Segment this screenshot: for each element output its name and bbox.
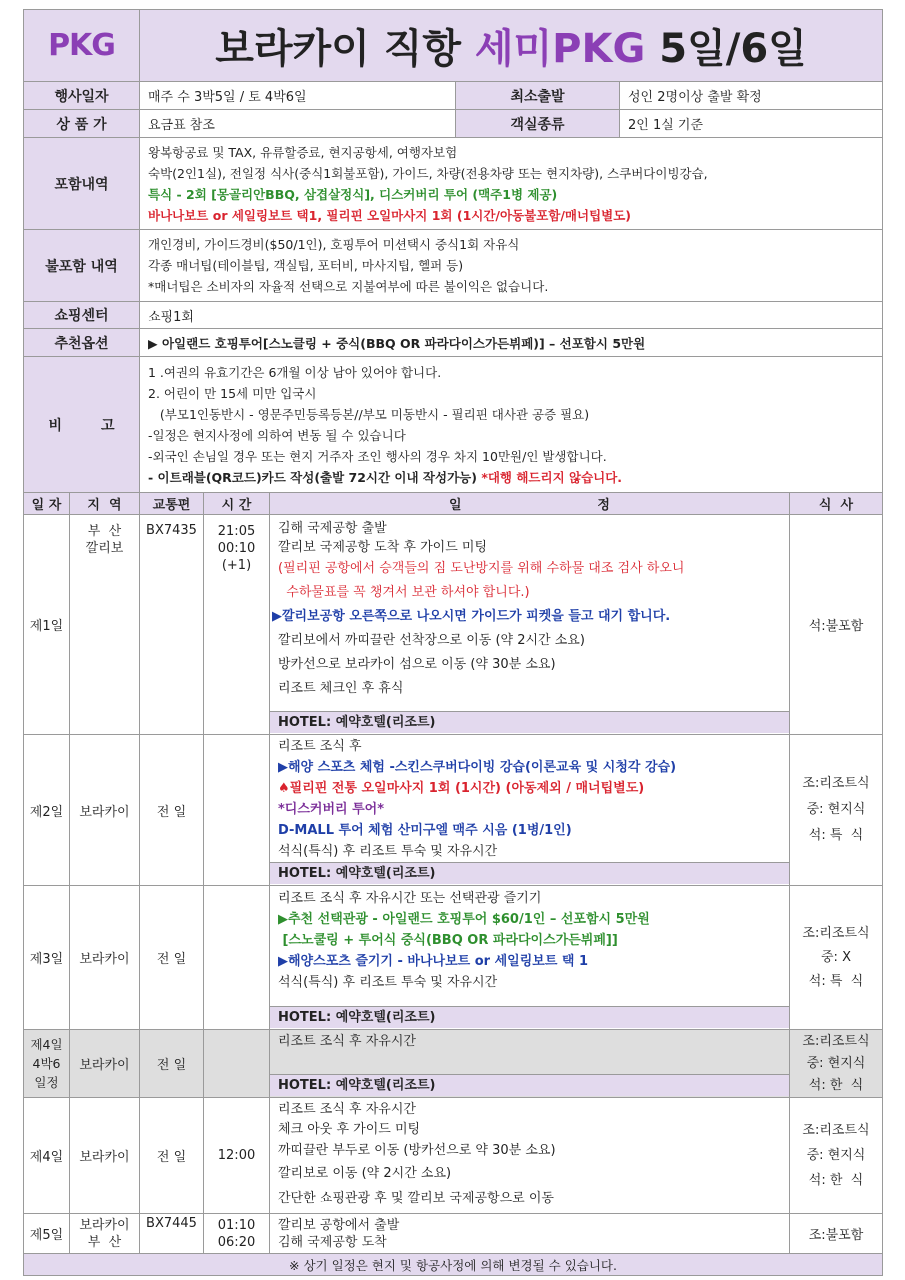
info-table (23, 81, 883, 493)
day-region: 보라카이 (70, 1030, 140, 1098)
day-region: 보라카이 (70, 886, 140, 1030)
hotel-line: HOTEL: 예약호텔(리조트) (270, 862, 789, 884)
itinerary-line: (필리핀 공항에서 승객들의 짐 도난방지를 위해 수하물 대조 검사 하오니 (278, 561, 685, 576)
itinerary-line: 까띠끌란 부두로 이동 (방카선으로 약 30분 소요) (278, 1143, 556, 1158)
day-region: 보라카이 부 산 (70, 1214, 140, 1254)
col-transport: 교통편 (140, 493, 204, 515)
footer-note: ※ 상기 일정은 현지 및 항공사정에 의해 변경될 수 있습니다. (24, 1254, 883, 1276)
exclude-line: 개인경비, 가이드경비($50/1인), 호핑투어 미션택시 중식1회 자유식 (148, 237, 520, 252)
itinerary-line: 방카선으로 보라카이 섬으로 이동 (약 30분 소요) (278, 657, 556, 672)
itinerary-line: ▶추천 선택관광 - 아일랜드 호핑투어 $60/1인 – 선포함시 5만원 (278, 912, 650, 927)
itinerary-line: 체크 아웃 후 가이드 미팅 (278, 1122, 421, 1137)
itinerary-line: 간단한 쇼핑관광 후 및 깔리보 국제공항으로 이동 (278, 1191, 554, 1206)
day-itinerary (270, 735, 790, 886)
itinerary-line: 수하물표를 꼭 챙겨서 보관 하셔야 합니다.) (278, 585, 530, 600)
option-label: 추천옵션 (24, 329, 140, 357)
title-accent: 세미PKG (474, 26, 646, 72)
hotel-line: HOTEL: 예약호텔(리조트) (270, 1074, 789, 1096)
include-line: 특식 - 2회 [몽골리안BBQ, 삼겹살정식], 디스커버리 투어 (맥주1병 제공) (148, 186, 558, 202)
itinerary-line: ▶깔리보공항 오른쪽으로 나오시면 가이드가 피켓을 들고 대기 합니다. (272, 609, 671, 624)
day-time: 01:10 06:20 (204, 1214, 270, 1254)
itinerary-line: 깔리보 공항에서 출발 (278, 1217, 400, 1233)
remark-warning: *대행 해드리지 않습니다. (481, 469, 623, 485)
travel-date-value: 매주 수 3박5일 / 토 4박6일 (140, 82, 456, 110)
itinerary-line: ▶해양스포츠 즐기기 - 바나나보트 or 세일링보트 택 1 (278, 954, 589, 969)
include-line: 바나나보트 or 세일링보트 택1, 필리핀 오일마사지 1회 (1시간/아동불포함/매너팁별도) (148, 207, 632, 223)
remark-line: (부모1인동반시 - 영문주민등록등본//부모 미동반시 - 필리핀 대사관 공증 필요) (148, 406, 590, 422)
pkg-tag: PKG (24, 10, 140, 82)
day-row-4a (24, 1030, 883, 1098)
day-meal: 조:리조트식 중: 현지식 석: 한 식 (790, 1098, 883, 1214)
day-label: 제4일 (24, 1098, 70, 1214)
itinerary-line: D-MALL 투어 체험 산미구엘 맥주 시음 (1병/1인) (278, 823, 572, 838)
remark-label: 비 고 (24, 357, 140, 493)
option-value: ▶ 아일랜드 호핑투어[스노클링 + 중식(BBQ OR 파라다이스가든뷔페)] – 선포함시 5만원 (140, 329, 883, 357)
remark-line: -일정은 현지사정에 의하여 변동 될 수 있습니다 (148, 427, 406, 443)
day-label: 제4일 4박6 일정 (24, 1030, 70, 1098)
day-transport: 전 일 (140, 1030, 204, 1098)
itinerary-line: ▶해양 스포츠 체험 -스킨스쿠버다이빙 강습(이론교육 및 시청각 강습) (278, 760, 677, 775)
remark-line: -외국인 손님일 경우 또는 현지 거주자 조인 행사의 경우 차지 10만원/인 발생합니다. (148, 448, 607, 464)
itinerary-line: 깔리보에서 까띠끌란 선착장으로 이동 (약 2시간 소요) (278, 633, 585, 648)
day-region: 보라카이 (70, 735, 140, 886)
day-row-1 (24, 515, 883, 735)
itinerary-line: 석식(특식) 후 리조트 투숙 및 자유시간 (278, 975, 498, 990)
day-itinerary (270, 1030, 790, 1098)
day-itinerary (270, 1098, 790, 1214)
itinerary-line: [스노쿨링 + 투어식 중식(BBQ OR 파라다이스가든뷔페]] (278, 933, 618, 948)
day-meal: 조:불포함 (790, 1214, 883, 1254)
page-title (140, 10, 883, 82)
day-itinerary (270, 515, 790, 735)
remark-qr-text: - 이트래블(QR코드)카드 작성(출발 72시간 이내 작성가능) (148, 469, 482, 485)
itinerary-line: 김해 국제공항 도착 (278, 1234, 387, 1250)
day-label: 제1일 (24, 515, 70, 735)
min-departure-label: 최소출발 (456, 82, 620, 110)
day-itinerary (270, 886, 790, 1030)
remark-line: 2. 어린이 만 15세 미만 입국시 (148, 385, 317, 401)
include-label: 포함내역 (24, 138, 140, 230)
day-meal: 조:리조트식 중: X 석: 특 식 (790, 886, 883, 1030)
exclude-line: 각종 매너팁(테이블팁, 객실팁, 포터비, 마사지팁, 헬퍼 등) (148, 258, 464, 273)
shopping-value: 쇼핑1회 (140, 302, 883, 329)
day-time (204, 886, 270, 1030)
exclude-line: *매너팁은 소비자의 자율적 선택으로 지불여부에 따른 불이익은 없습니다. (148, 279, 549, 294)
exclude-content (140, 230, 883, 302)
day-transport: 전 일 (140, 886, 204, 1030)
schedule-table (23, 492, 883, 1276)
col-itinerary: 일 정 (270, 493, 790, 515)
day-row-5 (24, 1214, 883, 1254)
remark-line: 1 .여권의 유효기간은 6개월 이상 남아 있어야 합니다. (148, 364, 442, 380)
itinerary-line: 석식(특식) 후 리조트 투숙 및 자유시간 (278, 844, 498, 859)
day-transport: BX7445 (140, 1214, 204, 1254)
col-meal: 식 사 (790, 493, 883, 515)
min-departure-value: 성인 2명이상 출발 확정 (620, 82, 883, 110)
title-suffix: 5일/6일 (645, 26, 807, 72)
day-time (204, 735, 270, 886)
day-meal: 조:리조트식 중: 현지식 석: 한 식 (790, 1030, 883, 1098)
col-region: 지 역 (70, 493, 140, 515)
hotel-line: HOTEL: 예약호텔(리조트) (270, 711, 789, 733)
travel-date-label: 행사일자 (24, 82, 140, 110)
itinerary-line: 김해 국제공항 출발 (278, 521, 387, 536)
day-time (204, 1030, 270, 1098)
day-row-2 (24, 735, 883, 886)
day-label: 제3일 (24, 886, 70, 1030)
itinerary-line: *디스커버리 투어* (278, 802, 385, 817)
day-transport: BX7435 (140, 515, 204, 735)
remark-content (140, 357, 883, 493)
title-table (23, 9, 883, 82)
day-time: 12:00 (204, 1098, 270, 1214)
title-prefix: 보라카이 직항 (215, 26, 475, 72)
day-label: 제5일 (24, 1214, 70, 1254)
itinerary-line: 리조트 조식 후 자유시간 또는 선택관광 즐기기 (278, 891, 542, 906)
col-day: 일 자 (24, 493, 70, 515)
day-itinerary (270, 1214, 790, 1254)
include-line: 숙박(2인1실), 전일정 식사(중식1회불포함), 가이드, 차량(전용차량 또는 현지차량), 스쿠버다이빙강습, (148, 165, 708, 181)
itinerary-line: 리조트 조식 후 자유시간 (278, 1034, 416, 1049)
day-row-3 (24, 886, 883, 1030)
day-meal: 석:불포함 (790, 515, 883, 735)
day-meal: 조:리조트식 중: 현지식 석: 특 식 (790, 735, 883, 886)
day-time: 21:05 00:10 (+1) (204, 515, 270, 735)
price-label: 상 품 가 (24, 110, 140, 138)
hotel-line: HOTEL: 예약호텔(리조트) (270, 1006, 789, 1028)
itinerary-document (23, 9, 883, 1276)
include-content (140, 138, 883, 230)
itinerary-line: 리조트 체크인 후 휴식 (278, 681, 404, 696)
day-region: 부 산 깔리보 (70, 515, 140, 735)
col-time: 시 간 (204, 493, 270, 515)
include-line: 왕복항공료 및 TAX, 유류할증료, 현지공항세, 여행자보험 (148, 144, 458, 160)
day-transport: 전 일 (140, 1098, 204, 1214)
room-label: 객실종류 (456, 110, 620, 138)
remark-line (148, 467, 874, 488)
itinerary-line: ♠필리핀 전통 오일마사지 1회 (1시간) (아동제외 / 매너팁별도) (278, 781, 645, 796)
shopping-label: 쇼핑센터 (24, 302, 140, 329)
itinerary-line: 깔리보 국제공항 도착 후 가이드 미팅 (278, 540, 488, 555)
exclude-label: 불포함 내역 (24, 230, 140, 302)
itinerary-line: 리조트 조식 후 자유시간 (278, 1102, 416, 1117)
day-label: 제2일 (24, 735, 70, 886)
room-value: 2인 1실 기준 (620, 110, 883, 138)
day-region: 보라카이 (70, 1098, 140, 1214)
day-transport: 전 일 (140, 735, 204, 886)
itinerary-line: 깔리보로 이동 (약 2시간 소요) (278, 1166, 452, 1181)
day-row-4b (24, 1098, 883, 1214)
price-value: 요금표 참조 (140, 110, 456, 138)
itinerary-line: 리조트 조식 후 (278, 739, 362, 754)
